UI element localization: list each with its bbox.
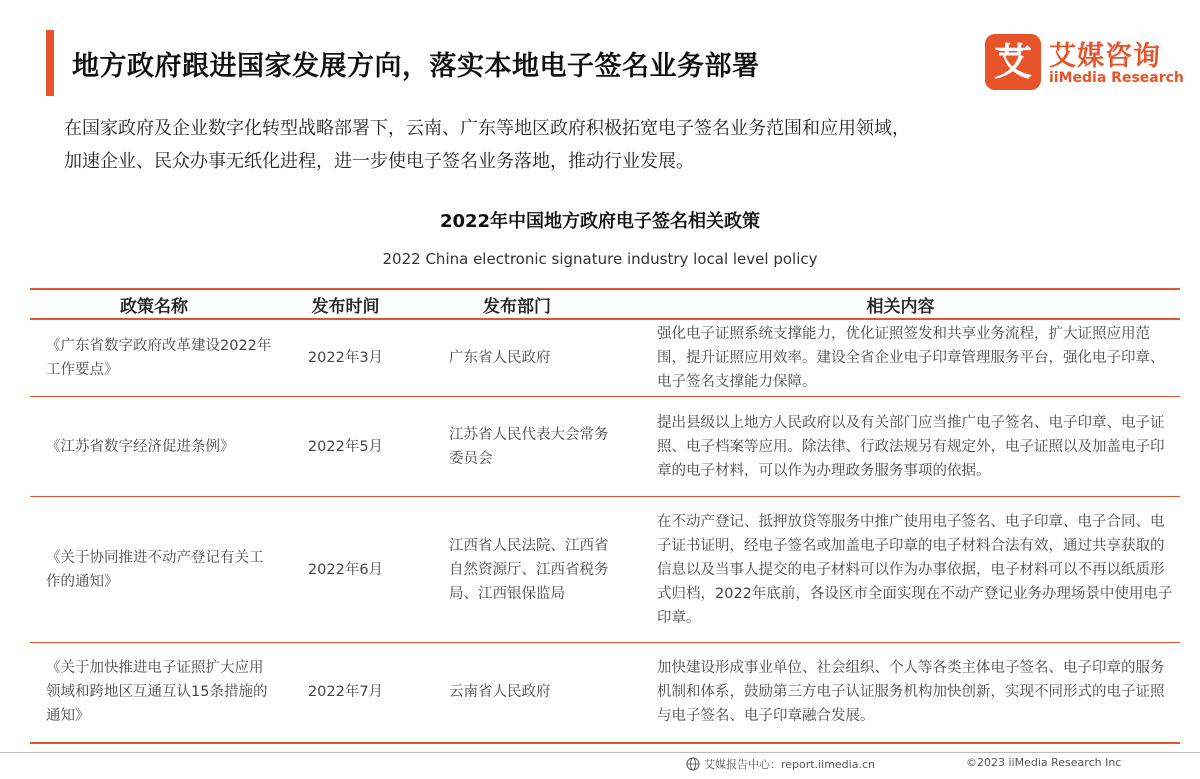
iimedia-logo [985,34,1185,90]
department-cell: 江西省人民法院、江西省自然资源厅、江西省税务局、江西银保监局 [413,497,621,643]
header-policy-name: 政策名称 [30,289,278,319]
release-date-cell: 2022年6月 [278,497,413,643]
department-cell: 广东省人民政府 [413,319,621,397]
table-subtitle: 2022 China electronic signature industry local level policy [382,250,818,268]
content-cell: 提出县级以上地方人民政府以及有关部门应当推广电子签名、电子印章、电子证照、电子档案等应用。除法律、行政法规另有规定外，电子证照以及加盖电子印章的电子材料，可以作为办理政务服务事项的依据。 [621,397,1180,497]
content-cell: 加快建设形成事业单位、社会组织、个人等各类主体电子签名、电子印章的服务机制和体系，鼓励第三方电子认证服务机构加快创新，实现不同形式的电子证照与电子签名、电子印章融合发展。 [657,660,1165,725]
intro-line-1: 在国家政府及企业数字化转型战略部署下，云南、广东等地区政府积极拓宽电子签名业务范围和应用领域， [64,118,910,139]
page-title: 地方政府跟进国家发展方向，落实本地电子签名业务部署 [72,51,760,82]
header-content: 相关内容 [621,289,1180,319]
department-cell: 云南省人民政府 [449,684,551,701]
logo-mark-glyph: 艾 [993,40,1032,84]
policy-table [30,288,1180,744]
globe-icon [686,757,700,771]
policy-name-cell: 《广东省数字政府改革建设2022年工作要点》 [30,319,278,397]
table-row [30,397,1180,497]
footer-copyright: ©2023 iiMedia Research Inc [966,756,1122,769]
policy-name-cell: 《江苏省数字经济促进条例》 [30,397,278,497]
intro-paragraph [64,112,1164,178]
intro-line-2: 加速企业、民众办事无纸化进程，进一步使电子签名业务落地，推动行业发展。 [64,151,694,172]
table-title: 2022年中国地方政府电子签名相关政策 [439,211,761,232]
table-row [30,319,1180,397]
table-header-row [30,289,1180,319]
release-date-cell: 2022年3月 [278,319,413,397]
release-date-cell: 2022年7月 [307,684,384,701]
table-row [30,497,1180,643]
logo-english-name: iiMedia Research [1049,70,1184,86]
header-release-date: 发布时间 [278,289,413,319]
release-date-cell: 2022年5月 [278,397,413,497]
policy-name-cell: 《关于加快推进电子证照扩大应用领域和跨地区互通互认15条措施的通知》 [46,660,268,725]
footer-divider [0,752,1200,753]
title-accent-bar [46,30,54,96]
logo-chinese-name: 艾媒咨询 [1049,41,1161,72]
report-center-link[interactable]: 艾媒报告中心：report.iimedia.cn [704,758,875,771]
policy-name-cell: 《关于协同推进不动产登记有关工作的通知》 [30,497,278,643]
department-cell: 江苏省人民代表大会常务委员会 [413,397,621,497]
table-row [30,643,1180,743]
content-cell: 在不动产登记、抵押放贷等服务中推广使用电子签名、电子印章、电子合同、电子证书证明，经电子签名或加盖电子印章的电子材料合法有效，通过共享获取的信息以及当事人提交的电子材料可以作为办事依据，电子材料可以不再以纸质形式归档，2022年底前，各设区市全面实现在不动产登记业务办理场景中使用电子印章。 [621,497,1180,643]
footer-source [686,754,875,774]
header-department: 发布部门 [413,289,621,319]
content-cell: 强化电子证照系统支撑能力，优化证照签发和共享业务流程，扩大证照应用范围，提升证照应用效率。建设全省企业电子印章管理服务平台，强化电子印章、电子签名支撑能力保障。 [621,319,1180,397]
